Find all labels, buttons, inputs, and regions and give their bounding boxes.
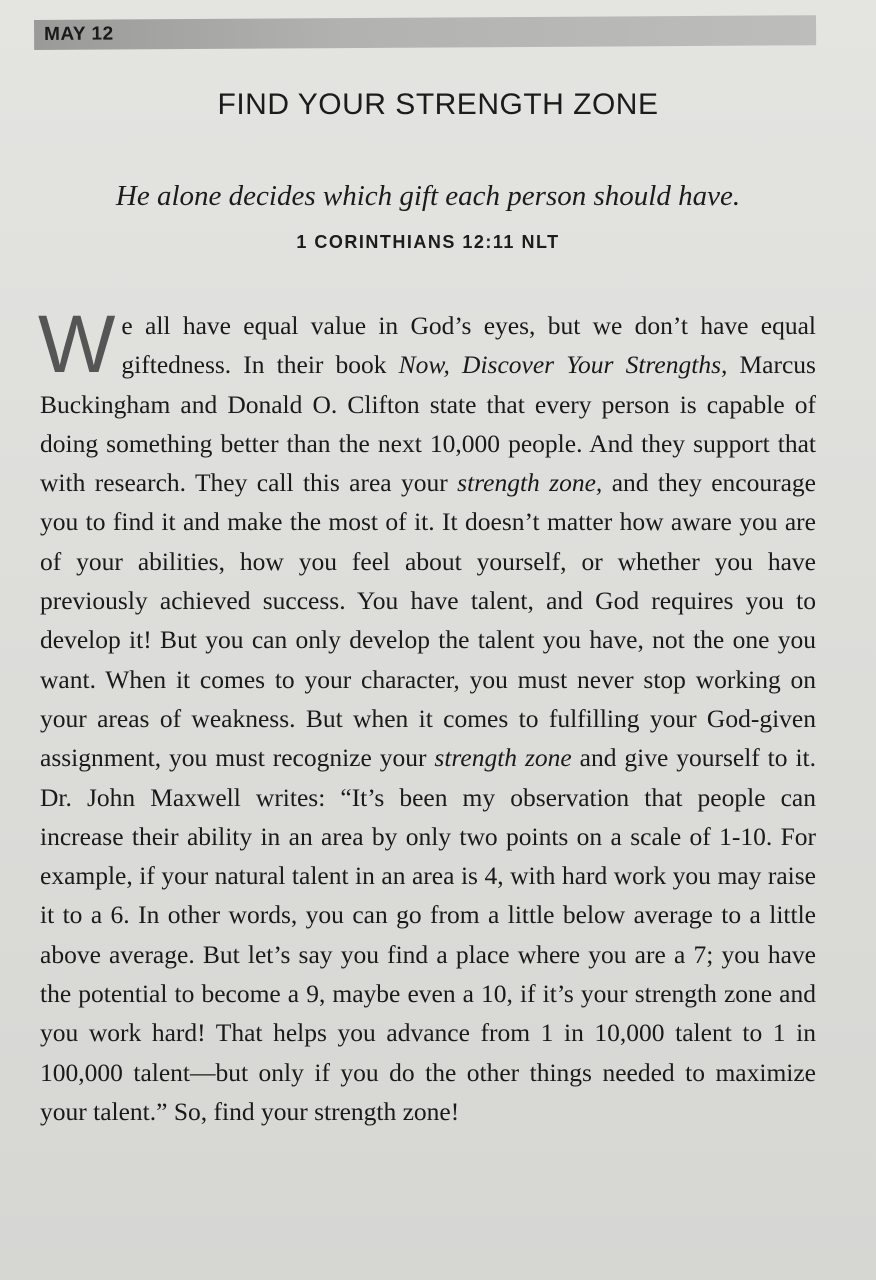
strength-zone-term-2: strength zone xyxy=(434,743,572,773)
book-title: Now, Discover Your Strengths, xyxy=(398,350,728,380)
body-text-part-4: and give yourself to it. Dr. John Maxwell writes: “It’s been my observation that people can increase their ability in an area by only two points on a scale of 1-10. For example, if your natural talent in an area is 4, with hard work you may raise it to a 6. In other words, you can go from a little below average to a little above average. But let’s say you find a place where you are a 7; you have the potential to become a 9, maybe even a 10, if it’s your strength zone and you work hard! That helps you advance from 1 in 10,000 talent to 1 in 100,000 talent—but only if you do the other things needed to maximize your talent.” So, find your strength zone! xyxy=(40,743,816,1126)
devotional-body xyxy=(38,299,816,1131)
scripture-verse: He alone decides which gift each person should have. xyxy=(115,180,741,212)
drop-cap: W xyxy=(38,299,116,390)
body-text-part-1: e all have equal value in God’s eyes, but we don’t have equal giftedness. In their book xyxy=(121,311,816,380)
strength-zone-term: strength zone, xyxy=(457,468,603,498)
scripture-reference: 1 CORINTHIANS 12:11 NLT xyxy=(296,232,560,252)
body-text-part-3: and they encourage you to find it and make the most of it. It doesn’t matter how aware you are of your abilities, how you feel about yourself, or whether you have previously achieved success. You have talent, and God requires you to develop it! But you can only develop the talent you have, not the one you want. When it comes to your character, you must never stop working on your areas of weakness. But when it comes to fulfilling your God-given assignment, you must recognize your xyxy=(40,468,816,773)
page-title: FIND YOUR STRENGTH ZONE xyxy=(217,88,659,121)
date-header-bar xyxy=(34,15,816,50)
date-label: MAY 12 xyxy=(44,23,114,45)
body-text-part-2: Marcus Buckingham and Donald O. Clifton state that every person is capable of doing something better than the next 10,000 people. And they support that with research. They call this area your xyxy=(40,350,816,498)
